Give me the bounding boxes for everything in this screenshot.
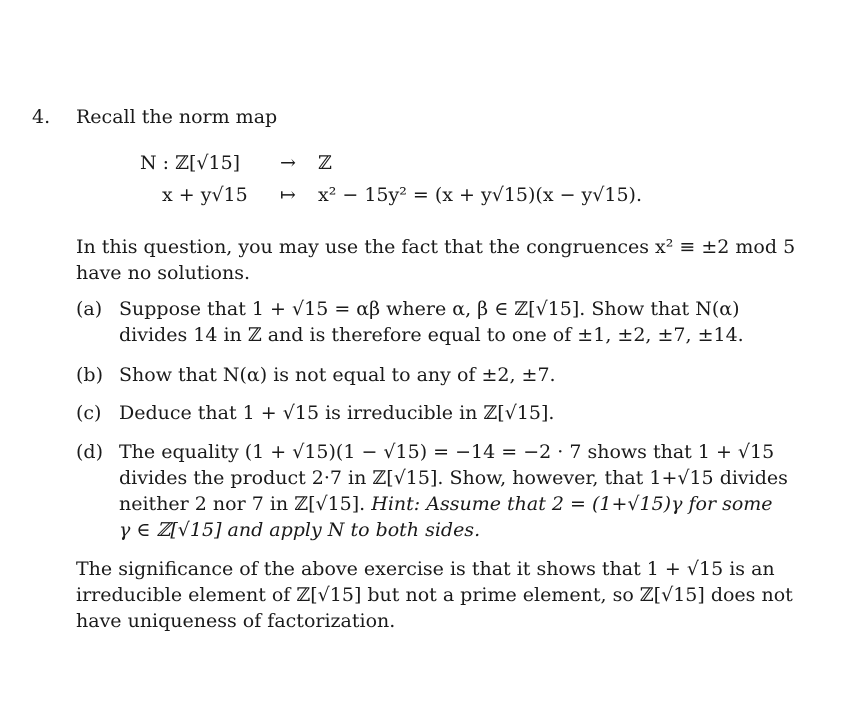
- conclusion-line: irreducible element of ℤ[√15] but not a prime element, so ℤ[√15] does not: [76, 584, 793, 606]
- display-row-1-rhs: ℤ: [318, 152, 332, 174]
- fact-line: In this question, you may use the fact that the congruences x² ≡ ±2 mod 5: [76, 236, 796, 258]
- display-row-2: [140, 182, 840, 212]
- conclusion-line: have uniqueness of factorization.: [76, 610, 396, 632]
- part-d-line-3-text: neither 2 nor 7 in ℤ[√15].: [119, 493, 366, 515]
- display-row-1-lhs: N : ℤ[√15]: [140, 152, 241, 174]
- part-c-line: Deduce that 1 + √15 is irreducible in ℤ[√15].: [119, 402, 555, 424]
- display-row-1-arrow: →: [280, 152, 296, 174]
- display-row-2-rhs: x² − 15y² = (x + y√15)(x − y√15).: [318, 184, 643, 206]
- part-a-label: (a): [76, 298, 103, 320]
- part-b-line: Show that N(α) is not equal to any of ±2, ±7.: [119, 364, 556, 386]
- part-d-hint-cont: γ ∈ ℤ[√15] and apply N to both sides.: [119, 519, 481, 541]
- problem-intro: Recall the norm map: [76, 106, 278, 128]
- part-d-line-3: [119, 491, 779, 517]
- part-d-text: [119, 439, 788, 543]
- part-d-label: (d): [76, 441, 103, 463]
- display-row-2-arrow: ↦: [280, 184, 296, 206]
- part-a-line: Suppose that 1 + √15 = αβ where α, β ∈ ℤ[√15]. Show that N(α): [119, 298, 740, 320]
- conclusion-paragraph: [76, 556, 793, 634]
- part-d-hint: Hint: Assume that 2 = (1+√15)γ for some: [371, 493, 773, 515]
- display-row-1: [140, 150, 840, 180]
- part-c-label: (c): [76, 402, 102, 424]
- fact-line: have no solutions.: [76, 262, 250, 284]
- fact-paragraph: [76, 234, 796, 286]
- part-d-line: The equality (1 + √15)(1 − √15) = −14 = −2 · 7 shows that 1 + √15: [119, 441, 775, 463]
- part-d-line: [119, 517, 779, 543]
- part-b-label: (b): [76, 364, 103, 386]
- display-row-2-lhs: x + y√15: [162, 184, 248, 206]
- part-d-line: divides the product 2·7 in ℤ[√15]. Show, however, that 1+√15 divides: [119, 467, 788, 489]
- part-a-text: [119, 296, 779, 348]
- part-c-text: [119, 400, 779, 426]
- part-a-line: divides 14 in ℤ and is therefore equal to one of ±1, ±2, ±7, ±14.: [119, 324, 744, 346]
- conclusion-line: The significance of the above exercise is that it shows that 1 + √15 is an: [76, 558, 775, 580]
- part-b-text: [119, 362, 779, 388]
- problem-number: 4.: [32, 106, 51, 128]
